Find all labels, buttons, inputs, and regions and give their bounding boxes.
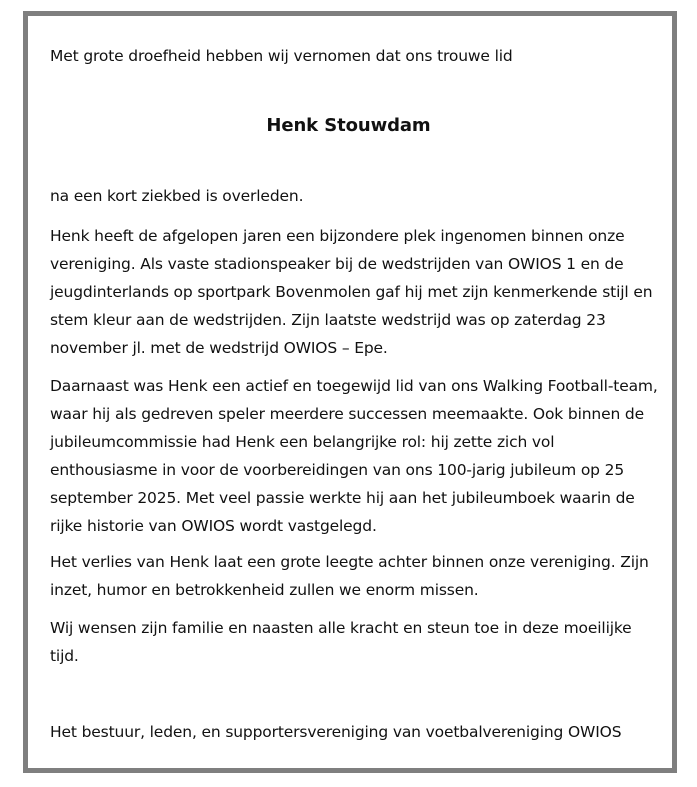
- after-name-text: na een kort ziekbed is overleden.: [50, 187, 304, 205]
- intro-text: Met grote droefheid hebben wij vernomen dat ons trouwe lid: [50, 47, 513, 65]
- deceased-name: Henk Stouwdam: [266, 115, 431, 136]
- paragraph-loss: Het verlies van Henk laat een grote leegte achter binnen onze vereniging. Zijn inzet, humor en betrokkenheid zullen we enorm missen.: [50, 553, 649, 599]
- signature-text: Het bestuur, leden, en supportersvereniging van voetbalvereniging OWIOS: [50, 723, 622, 741]
- paragraph-condolences: Wij wensen zijn familie en naasten alle kracht en steun toe in deze moeilijke tijd.: [50, 619, 632, 665]
- paragraph-walking-football: Daarnaast was Henk een actief en toegewijd lid van ons Walking Football-team, waar hij als gedreven speler meerdere successen meemaakte. Ook binnen de jubileumcommissie had Henk een belangrijke rol: hij zette zich vol enthousiasme in voor de voorbereidingen van ons 100-jarig jubileum op 25 september 2025. Met veel passie werkte hij aan het jubileumboek waarin de rijke historie van OWIOS wordt vastgelegd.: [50, 377, 658, 535]
- paragraph-stadium-speaker: Henk heeft de afgelopen jaren een bijzondere plek ingenomen binnen onze vereniging. Als vaste stadionspeaker bij de wedstrijden van OWIOS 1 en de jeugdinterlands op sportpark Bovenmolen gaf hij met zijn kenmerkende stijl en stem kleur aan de wedstrijden. Zijn laatste wedstrijd was op zaterdag 23 november jl. met de wedstrijd OWIOS – Epe.: [50, 227, 653, 357]
